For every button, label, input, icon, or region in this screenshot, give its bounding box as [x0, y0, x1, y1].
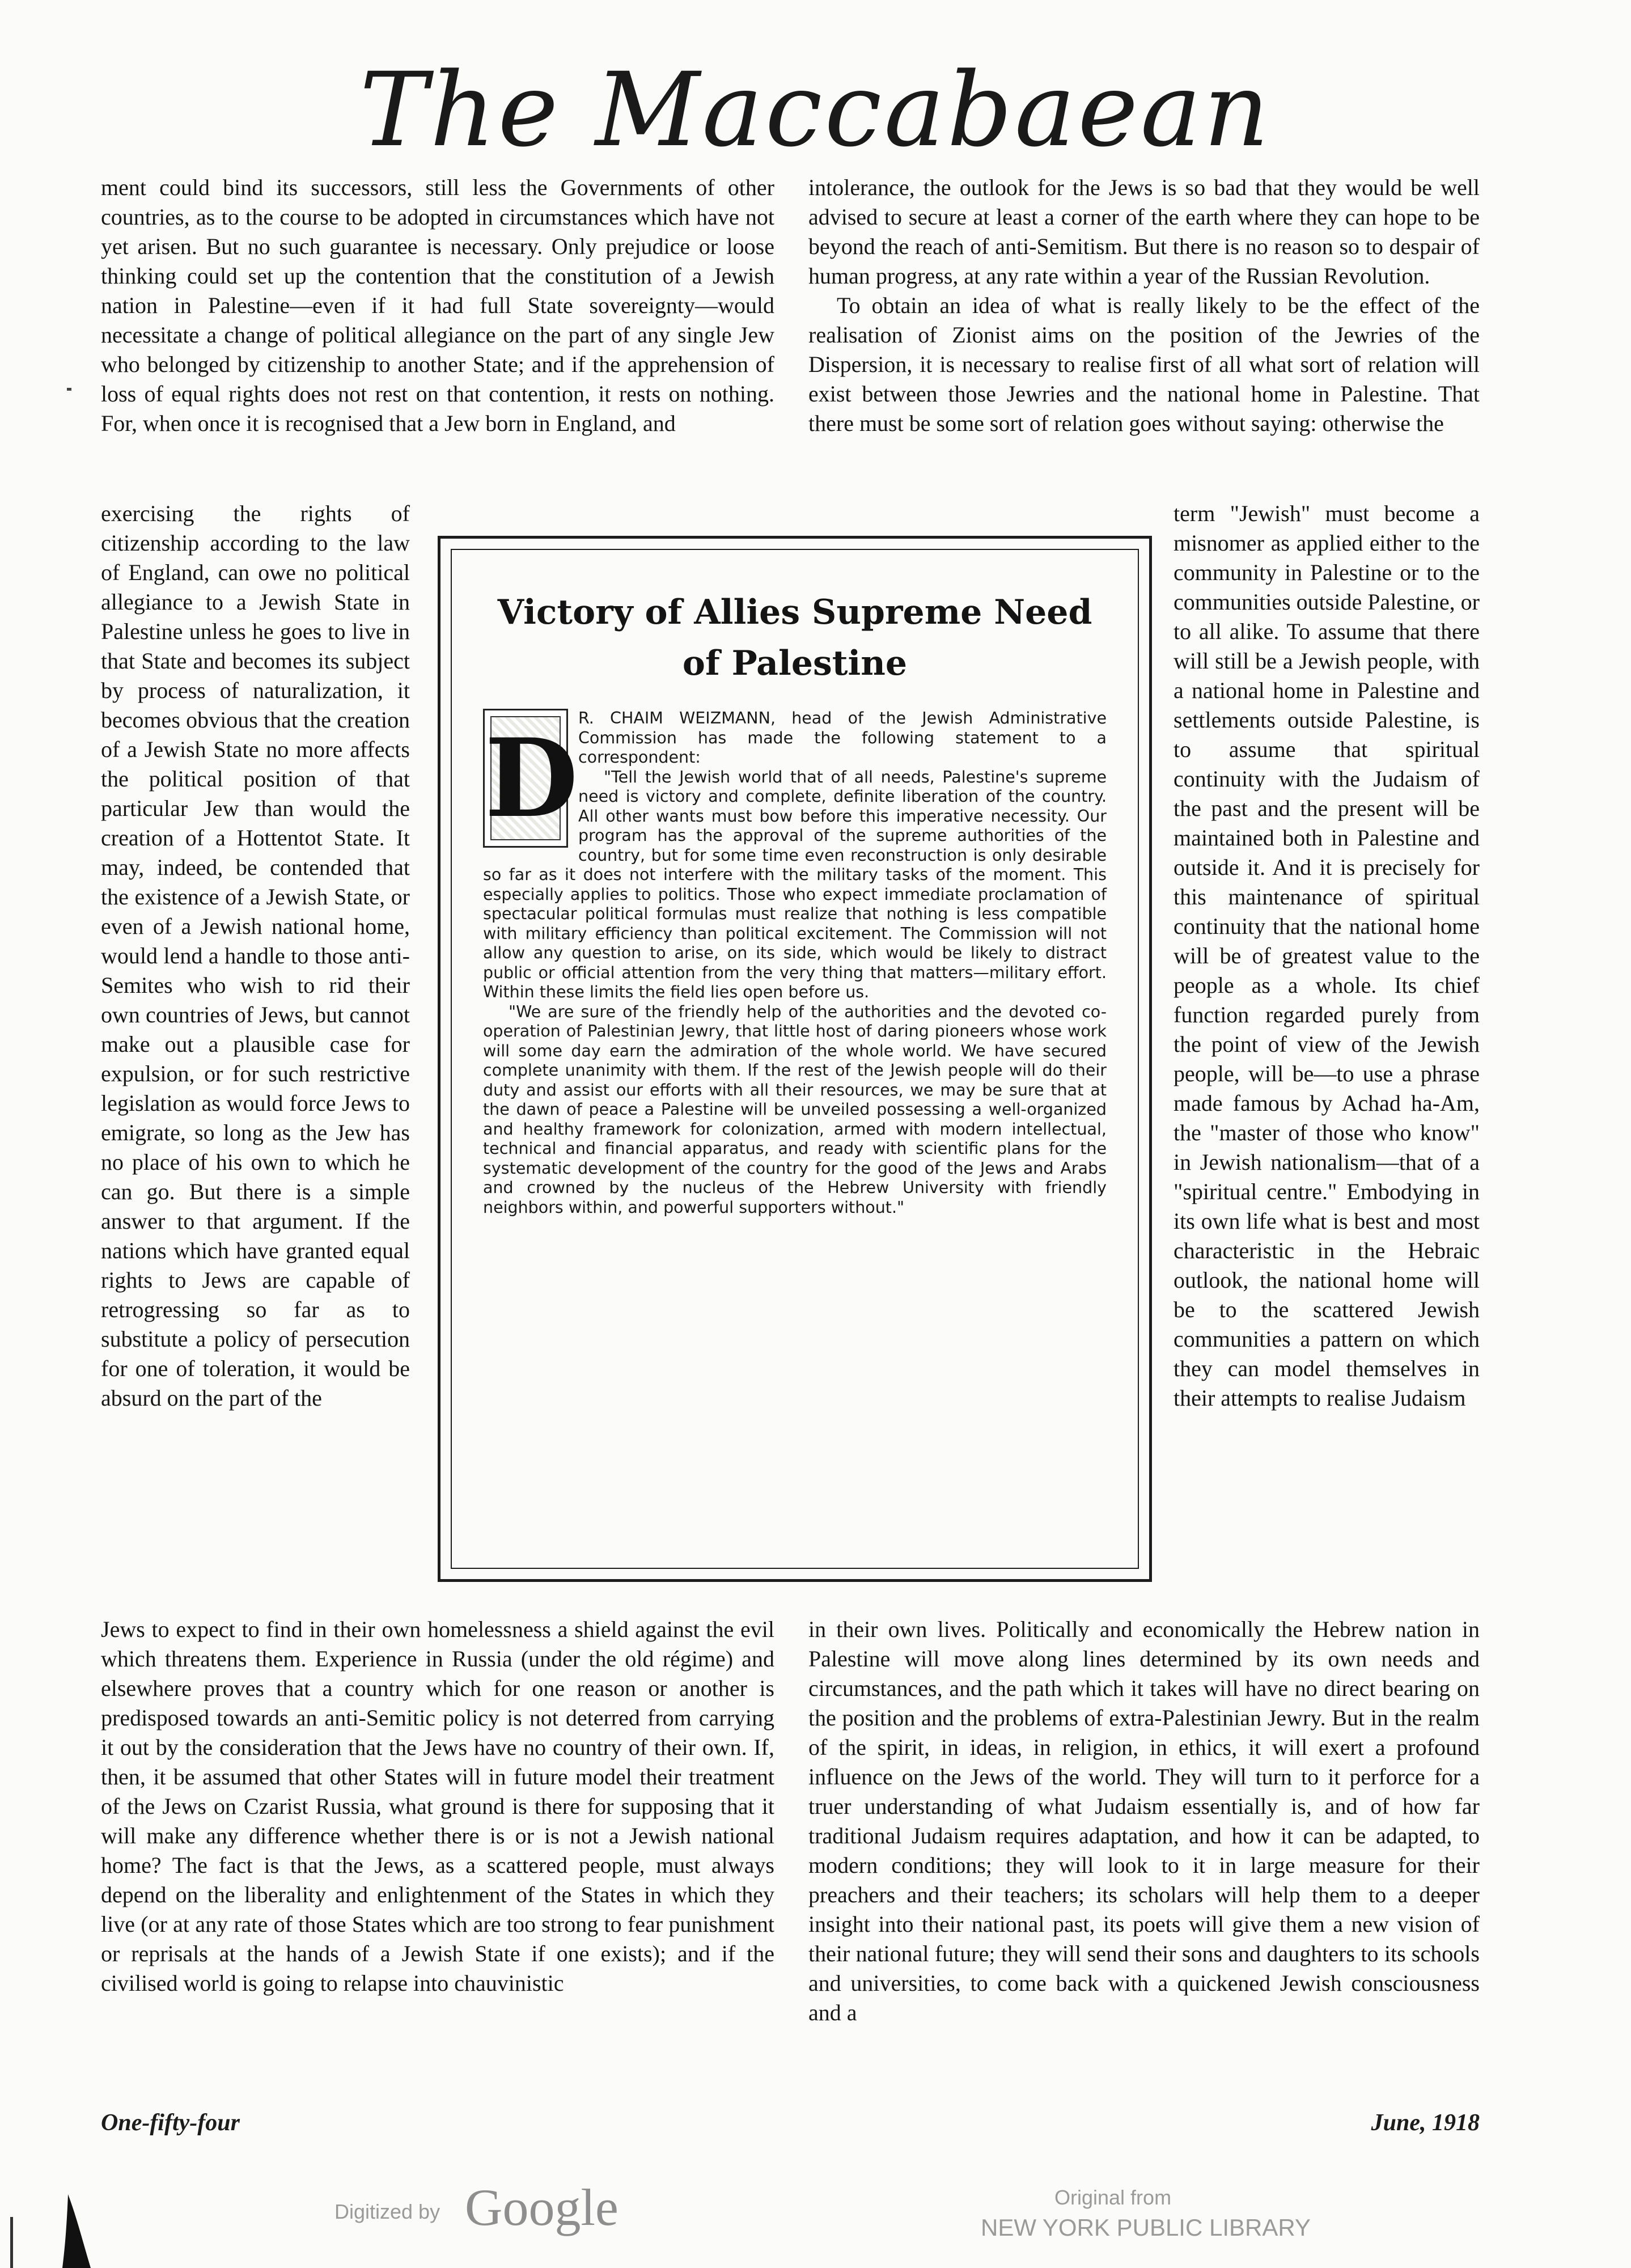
paragraph: ment could bind its successors, still less the Governments of other countries, as to the course to be adopted in circumstances which have not yet arisen. But no such guarantee is necessary. Only prejudice or loose thinking could set up the contention that the constitution of a Jewish nation in Palestine—even if it had full State sovereignty—would necessitate a change of political allegiance on the part of any single Jew who belonged by citizenship to another State; and if the apprehension of loss of equal rights does not rest on that contention, it rests on nothing. For, when once it is recognised that a Jew born in England, and	[101, 175, 774, 436]
paragraph: exercising the rights of citizenship according to the law of England, can owe no political allegiance to a Jewish State in Palestine unless he goes to live in that State and becomes its subject by process of naturalization, it becomes obvious that the creation of a Jewish State no more affects the political position of that particular Jew than would the creation of a Hottentot State. It may, indeed, be contended that the existence of a Jewish State, or even of a Jewish national home, would lend a handle to those anti-Semites who wish to rid their own countries of Jews, but cannot make out a plausible case for expulsion, or for such restrictive legislation as would force Jews to emigrate, so long as the Jew has no place of his own to which he can go. But there is a simple answer to that argument. If the nations which have granted equal rights to Jews are capable of retrogressing so far as to substitute a policy of persecution for one of toleration, it would be absurd on the part of the	[101, 501, 410, 1411]
dropcap-letter: D	[485, 715, 578, 841]
watermark-digitized: Digitized by	[334, 2200, 440, 2223]
paragraph: R. CHAIM WEIZMANN, head of the Jewish Administrative Commission has made the following statement to a correspondent:	[578, 709, 1107, 767]
paragraph: term "Jewish" must become a misnomer as applied either to the community in Palestine or to the communities outside Palestine, or to all alike. To assume that there will still be a Jewish people, with a national home in Palestine and settlements outside Palestine, is to assume that spiritual continuity with the Judaism of the past and the present will be maintained both in Palestine and outside it. And it is precisely for this maintenance of spiritual continuity that the national home will be of greatest value to the people as a whole. Its chief function regarded purely from the point of view of the Jewish people, will be—to use a phrase made famous by Achad ha-Am, the "master of those who know" in Jewish nationalism—that of a "spiritual centre." Embodying in its own life what is best and most characteristic in the Hebraic outlook, the national home will be to the scattered Jewish communities a pattern on which they can model themselves in their attempts to realise Judaism	[1174, 501, 1480, 1411]
column-right-wrap	[1174, 499, 1480, 1615]
scan-edge-shadow	[0, 2183, 91, 2268]
title-line-2: of Palestine	[682, 644, 908, 683]
scan-speck	[67, 388, 71, 391]
column-left-wrap	[101, 499, 410, 1615]
paragraph: "Tell the Jewish world that of all needs, Palestine's supreme need is victory and complete, definite liberation of the country. All other wants must bow before this imperative necessity. Our program has the approval of the supreme authorities of the country, but for some time even reconstruction is only desirable so far as it does not interfere with the military tasks of the moment. This especially applies to politics. Those who expect immediate proclamation of spectacular political formulas must realize that nothing is less compatible with military efficiency than political excitement. The Commission will not allow any question to arise, on its side, which would be likely to distract public or official attention from the very thing that matters—military effort. Within these limits the field lies open before us.	[483, 767, 1107, 1001]
column-right-top	[808, 173, 1480, 499]
watermark-original-from: Original from	[1054, 2186, 1172, 2209]
paragraph: intolerance, the outlook for the Jews is so bad that they would be well advised to secure at least a corner of the earth where they can hope to be beyond the reach of anti-Semitism. But there is no reason so to despair of human progress, at any rate within a year of the Russian Revolution.	[808, 175, 1480, 289]
paragraph: "We are sure of the friendly help of the authorities and the devoted co-operation of Palestinian Jewry, that little host of daring pioneers whose work will some day earn the admiration of the whole world. We have secured complete unanimity with them. If the rest of the Jewish people will do their duty and assist our efforts with all their resources, we may be sure that at the dawn of peace a Palestine will be unveiled possessing a well-organized and healthy framework for colonization, armed with modern intellectual, technical and financial apparatus, and ready with scientific plans for the systematic development of the country for the good of the Jews and Arabs and crowned by the nucleus of the Hebrew University with friendly neighbors within, and powerful supporters without."	[483, 1002, 1107, 1217]
paragraph: Jews to expect to find in their own homelessness a shield against the evil which threatens them. Experience in Russia (under the old régime) and elsewhere proves that a country which for one reason or another is predisposed towards an anti-Semitic policy is not deterred from carrying it out by the consideration that the Jews have no country of their own. If, then, it be assumed that other States will in future model their treatment of the Jews on Czarist Russia, what ground is there for supposing that it will make any difference whether there is or is not a Jewish national home? The fact is that the Jews, as a scattered people, must always depend on the liberality and enlightenment of the States in which they live (or at any rate of those States which are too strong to fear punishment or reprisals at the hands of a Jewish State if one exists); and if the civilised world is going to relapse into chauvinistic	[101, 1617, 774, 1996]
boxed-article-title	[463, 587, 1126, 689]
column-right-bottom	[808, 1615, 1480, 2085]
title-line-1: Victory of Allies Supreme Need	[497, 593, 1092, 632]
masthead-title: The Maccabaean	[359, 51, 1272, 170]
paragraph: in their own lives. Politically and economically the Hebrew nation in Palestine will move along lines determined by its own needs and circumstances, and the path which it takes will have no direct bearing on the position and the problems of extra-Palestinian Jewry. But in the realm of the spirit, in ideas, in religion, in ethics, it will exert a profound influence on the Jews of the world. They will turn to it perforce for a truer understanding of what Judaism essentially is, and of how far traditional Judaism requires adaptation, and how it can be adapted, to modern conditions; they will look to it in large measure for their preachers and their teachers; its scholars will help them to a deeper insight into their national past, its poets will give them a new vision of their national future; they will send their sons and daughters to its schools and universities, to come back with a quickened Jewish consciousness and a	[808, 1617, 1480, 2025]
watermark-google-logo: Google	[465, 2178, 618, 2236]
column-left-bottom	[101, 1615, 774, 2085]
page-number: One-fifty-four	[101, 2110, 240, 2136]
issue-date: June, 1918	[1371, 2110, 1480, 2136]
boxed-article-body	[483, 709, 1107, 1217]
paragraph: To obtain an idea of what is really likely to be the effect of the realisation of Zionist aims on the position of the Jewries of the Dispersion, it is necessary to realise first of all what sort of relation will exist between those Jewries and the national home in Palestine. That there must be some sort of relation goes without saying: otherwise the	[808, 293, 1480, 436]
column-left-top	[101, 173, 774, 499]
watermark-library: NEW YORK PUBLIC LIBRARY	[981, 2214, 1311, 2241]
boxed-article	[438, 536, 1152, 1582]
ornamental-dropcap	[483, 709, 578, 848]
